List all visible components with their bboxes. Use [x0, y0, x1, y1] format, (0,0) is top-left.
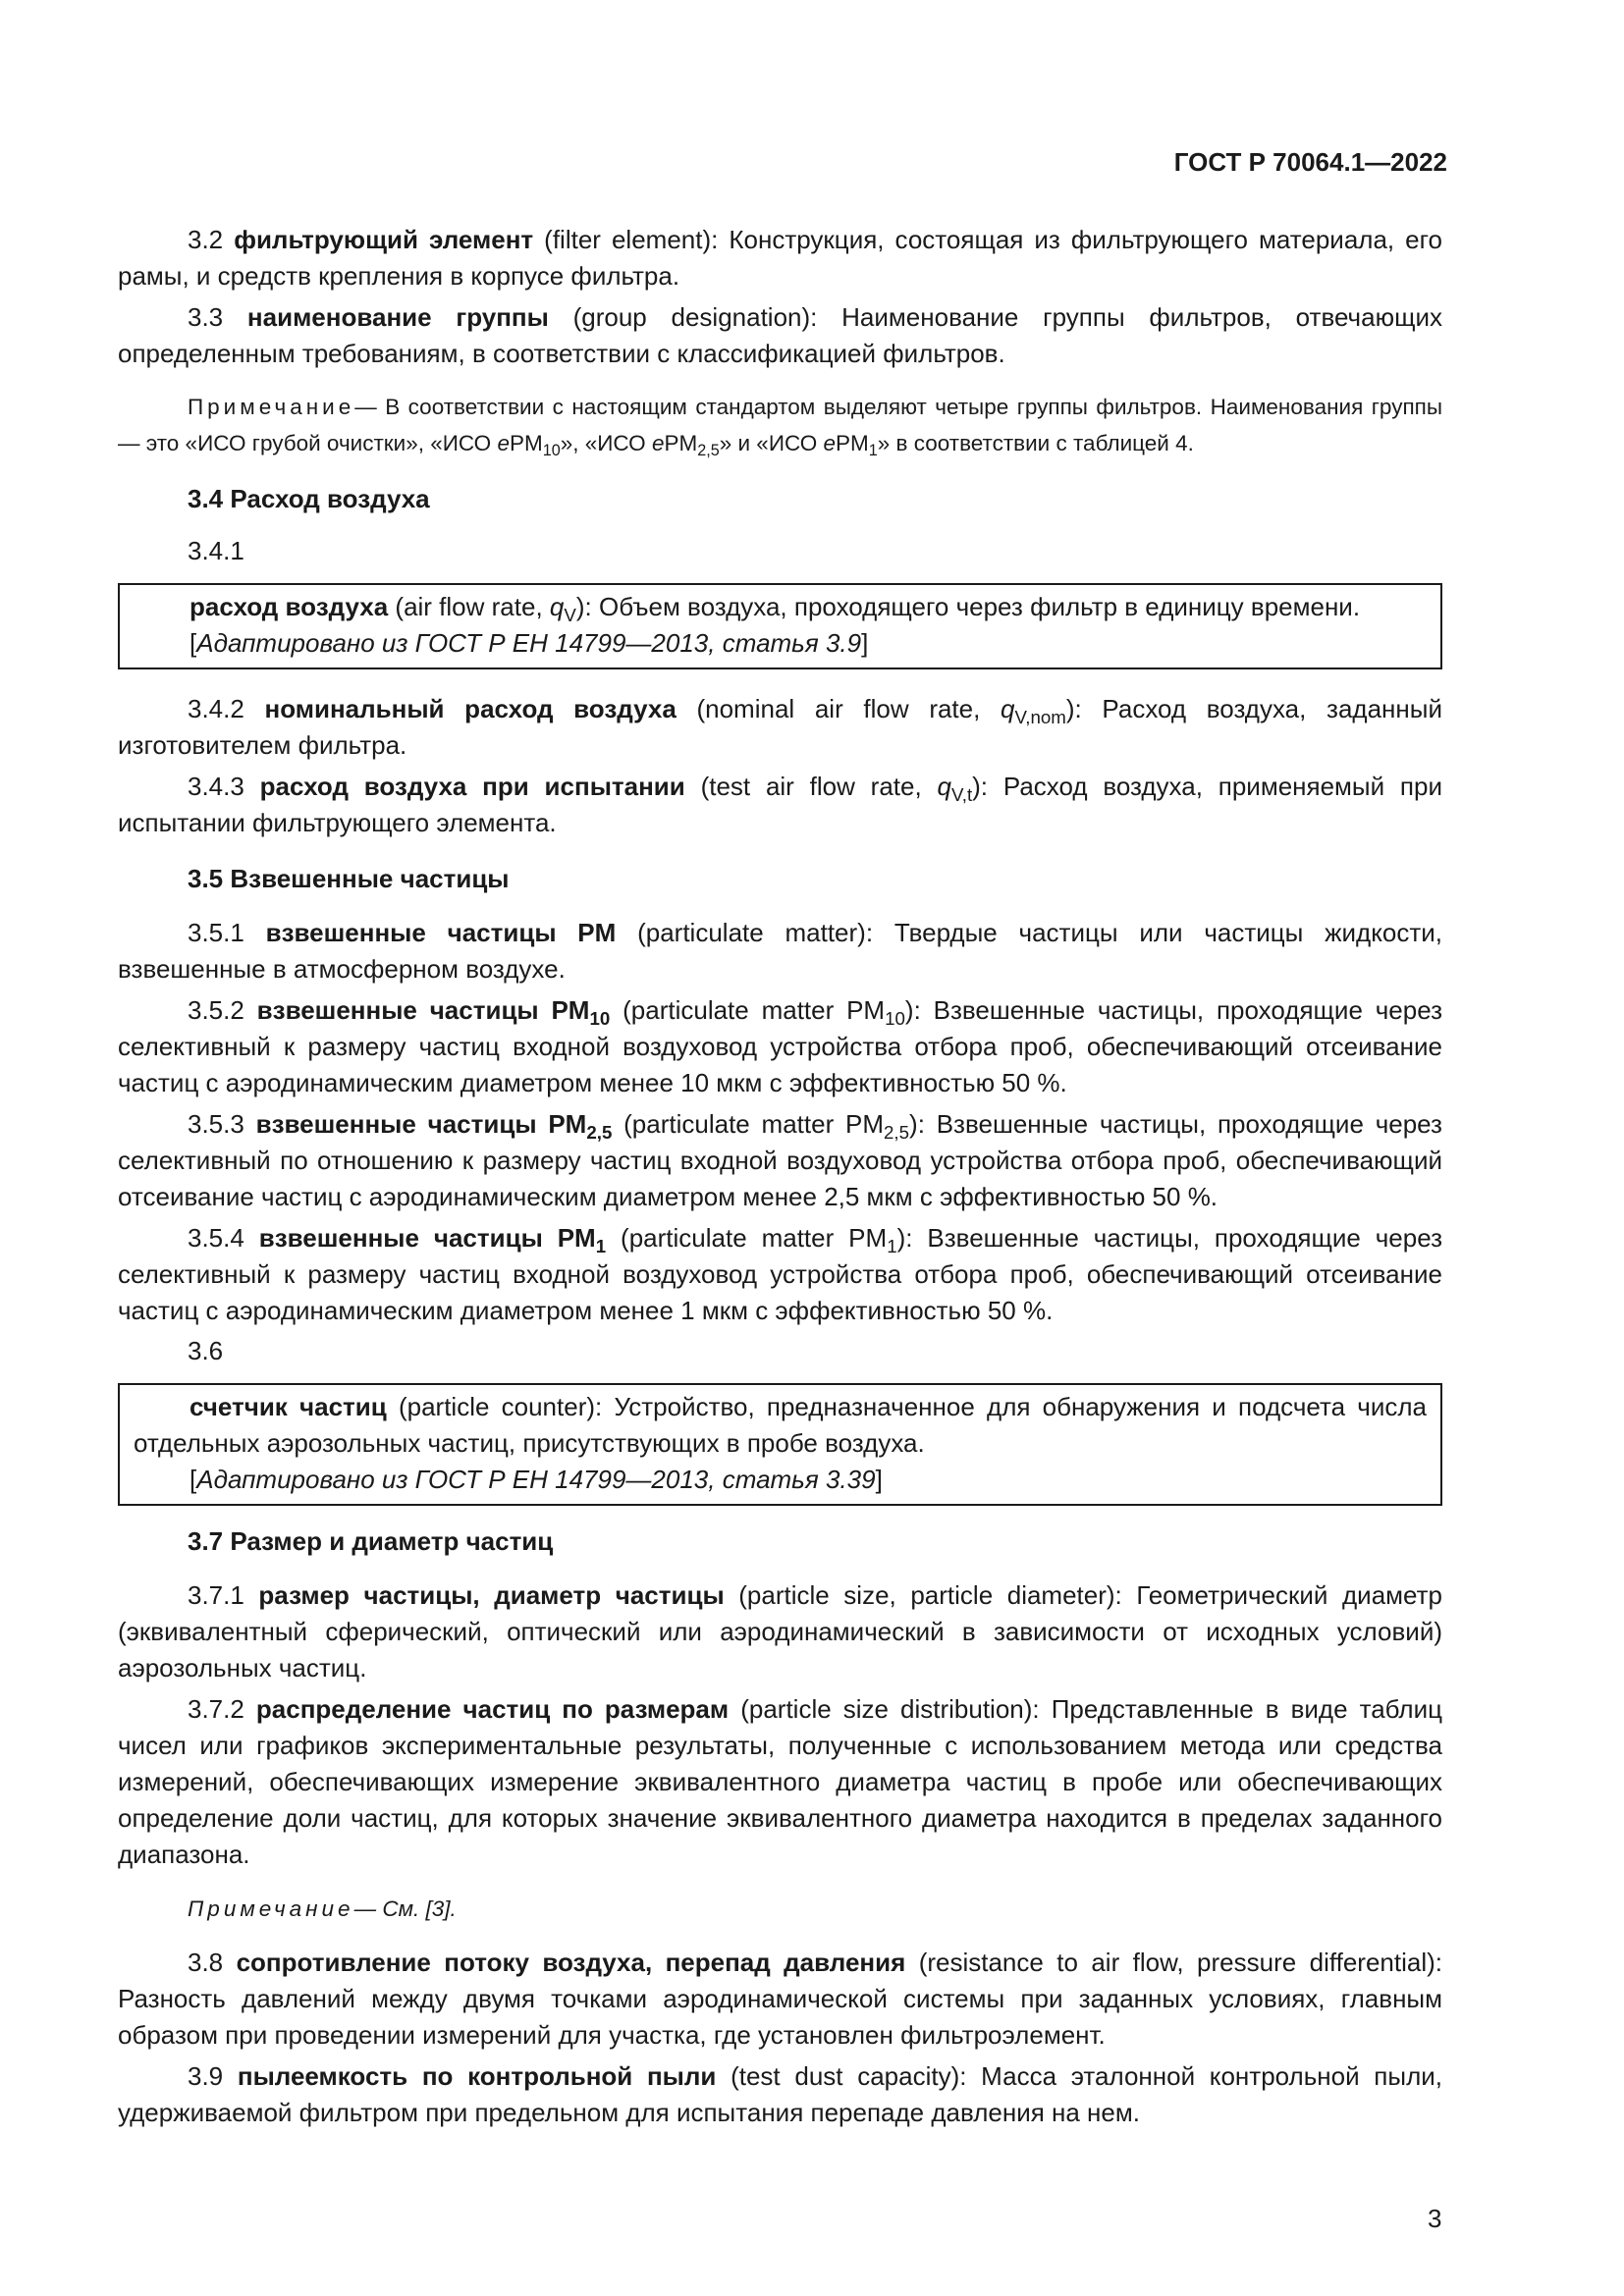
note-groups: Примечание— В соответствии с настоящим стандартом выделяют четыре группы фильтров. Наименования группы — это «ИСО грубой очистки», «ИСО ePM$_{10}$», «ИСО ePM$_{2,5}$» и «ИСО ePM$_1$» в соответствии с таблицей 4. — [118, 395, 1442, 460]
definition-3-4-2: 3.4.2 номинальный расход воздуха (nominal air flow rate, $q_{V,nom}$): Расход воздуха, заданный изготовителем фильтра. — [118, 694, 1442, 760]
term: счетчик частиц — [189, 1392, 387, 1421]
definition-3-4-3: 3.4.3 расход воздуха при испытании (test air flow rate, $q_{V,t}$): Расход воздуха, применяемый при испытании фильтрующего элемента. — [118, 772, 1442, 837]
definition-3-5-1: 3.5.1 взвешенные частицы PM (particulate matter): Твердые частицы или частицы жидкости, взвешенные в атмосферном воздухе. — [118, 918, 1442, 984]
definition-3-7-2: 3.7.2 распределение частиц по размерам (particle size distribution): Представленные в виде таблиц чисел или графиков экспериментальные результаты, полученные с использованием метода или средства измерений, обеспечивающих измерение эквивалентного диаметра частиц в пробе или обеспечивающих определение доли частиц, для которых значение эквивалентного диаметра находится в пределах заданного диапазона. — [118, 1694, 1442, 1869]
section-heading-3-7: 3.7 Размер и диаметр частиц — [188, 1526, 554, 1556]
definition-3-5-4: 3.5.4 взвешенные частицы $PM_1$ (particulate matter $PM_1$): Взвешенные частицы, проходящие через селективный к размеру частиц входной воздуховод устройства отбора проб, обеспечивающий отсеивание частиц с аэродинамическим диаметром менее 1 мкм с эффективностью 50 %. — [118, 1223, 1443, 1325]
term: распределение частиц по размерам — [255, 1694, 730, 1724]
definition-3-8: 3.8 сопротивление потоку воздуха, перепад давления (resistance to air flow, pressure differential): Разность давлений между двумя точками аэродинамической системы при заданных условиях, главным образом при проведении измерений для участка, где установлен фильтроэлемент. — [118, 1948, 1442, 2050]
term: пылеемкость по контрольной пыли — [237, 2061, 717, 2091]
term: фильтрующий элемент — [234, 225, 534, 254]
note-reference: Примечание— См. [3]. — [188, 1896, 457, 1921]
section-heading-3-5: 3.5 Взвешенные частицы — [188, 864, 510, 893]
page-number: 3 — [1428, 2204, 1442, 2233]
source-reference: [Адаптировано из ГОСТ Р ЕН 14799—2013, статья 3.39] — [189, 1465, 883, 1494]
section-heading-3-4: 3.4 Расход воздуха — [188, 484, 430, 513]
definition-3-3: 3.3 наименование группы (group designation): Наименование группы фильтров, отвечающих определенным требованиям, в соответствии с классификацией фильтров. — [118, 302, 1442, 368]
term: сопротивление потоку воздуха, перепад давления — [236, 1948, 906, 1977]
document-code: ГОСТ Р 70064.1—2022 — [1173, 147, 1447, 177]
clause-number-3-6: 3.6 — [188, 1336, 224, 1365]
definition-3-2: 3.2 фильтрующий элемент (filter element): Конструкция, состоящая из фильтрующего материала, его рамы, и средств крепления в корпусе фильтра. — [118, 225, 1442, 291]
term: взвешенные частицы PM — [265, 918, 617, 947]
term: размер частицы, диаметр частицы — [258, 1580, 725, 1610]
term: расход воздуха при испытании — [259, 772, 685, 801]
term: взвешенные частицы $PM_{2,5}$ — [255, 1109, 613, 1143]
term: расход воздуха — [189, 592, 389, 621]
source-reference: [Адаптировано из ГОСТ Р ЕН 14799—2013, статья 3.9] — [189, 628, 869, 658]
definition-3-7-1: 3.7.1 размер частицы, диаметр частицы (particle size, particle diameter): Геометрический диаметр (эквивалентный сферический, оптический или аэродинамический в зависимости от исходных условий) аэрозольных частиц. — [118, 1580, 1442, 1682]
definition-box-air-flow-rate: расход воздуха (air flow rate, $q_V$): Объем воздуха, проходящего через фильтр в единицу времени. [Адаптировано из ГОСТ Р ЕН 14799—2013, статья 3.9] — [118, 583, 1442, 669]
page-body — [118, 222, 1442, 2131]
term: взвешенные частицы $PM_1$ — [258, 1223, 607, 1256]
definition-3-5-3: 3.5.3 взвешенные частицы $PM_{2,5}$ (particulate matter $PM_{2,5}$): Взвешенные частицы, проходящие через селективный по отношению к размеру частиц входной воздуховод устройства отбора проб, обеспечивающий отсеивание частиц с аэродинамическим диаметром менее 2,5 мкм с эффективностью 50 %. — [118, 1109, 1442, 1211]
clause-number-3-4-1: 3.4.1 — [188, 536, 244, 565]
term: взвешенные частицы $PM_{10}$ — [256, 995, 611, 1029]
definition-3-9: 3.9 пылеемкость по контрольной пыли (test dust capacity): Масса эталонной контрольной пыли, удерживаемой фильтром при предельном для испытания перепаде давления на нем. — [118, 2061, 1442, 2127]
term: наименование группы — [246, 302, 549, 332]
definition-3-5-2: 3.5.2 взвешенные частицы $PM_{10}$ (particulate matter $PM_{10}$): Взвешенные частицы, проходящие через селективный к размеру частиц входной воздуховод устройства отбора проб, обеспечивающий отсеивание частиц с аэродинамическим диаметром менее 10 мкм с эффективностью 50 %. — [118, 995, 1443, 1097]
term: номинальный расход воздуха — [264, 694, 677, 723]
definition-box-particle-counter: счетчик частиц (particle counter): Устройство, предназначенное для обнаружения и подсчета числа отдельных аэрозольных частиц, присутствующих в пробе воздуха. [Адаптировано из ГОСТ Р ЕН 14799—2013, статья 3.39] — [118, 1383, 1442, 1506]
